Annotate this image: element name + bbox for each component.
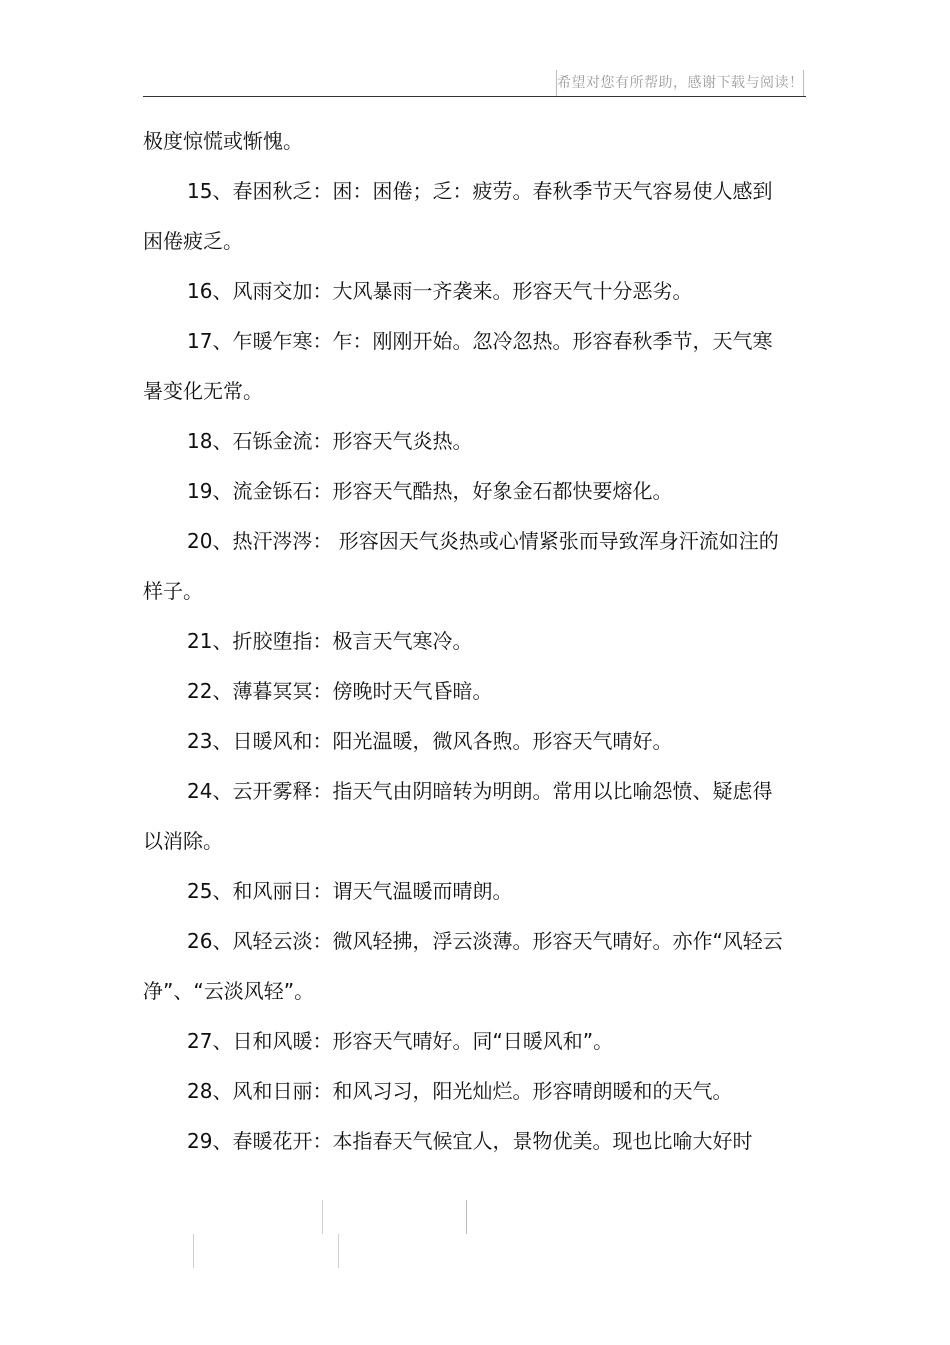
scan-artifact-line bbox=[466, 1200, 467, 1234]
entry-26: 26、风轻云淡：微风轻拂，浮云淡薄。形容天气晴好。亦作“风轻云净”、“云淡风轻”。 bbox=[143, 929, 783, 1003]
document-body bbox=[143, 116, 783, 1166]
entry-16: 16、风雨交加：大风暴雨一齐袭来。形容天气十分恶劣。 bbox=[187, 279, 693, 303]
entry-28: 28、风和日丽：和风习习，阳光灿烂。形容晴朗暖和的天气。 bbox=[187, 1079, 733, 1103]
entry-21: 21、折胶堕指：极言天气寒冷。 bbox=[187, 629, 473, 653]
entry-23: 23、日暖风和：阳光温暖，微风各煦。形容天气晴好。 bbox=[187, 729, 673, 753]
entry-25: 25、和风丽日：谓天气温暖而晴朗。 bbox=[187, 879, 513, 903]
entry-17: 17、乍暖乍寒：乍：刚刚开始。忽冷忽热。形容春秋季节，天气寒暑变化无常。 bbox=[143, 329, 773, 403]
entry-27: 27、日和风暖：形容天气晴好。同“日暖风和”。 bbox=[187, 1029, 614, 1053]
header-slogan: 希望对您有所帮助，感谢下载与阅读！ bbox=[556, 70, 804, 96]
entry-29: 29、春暖花开：本指春天气候宜人，景物优美。现也比喻大好时 bbox=[187, 1129, 753, 1153]
entry-15: 15、春困秋乏：困：困倦；乏：疲劳。春秋季节天气容易使人感到困倦疲乏。 bbox=[143, 179, 773, 253]
entry-24: 24、云开雾释：指天气由阴暗转为明朗。常用以比喻怨愤、疑虑得以消除。 bbox=[143, 779, 773, 853]
paragraph-continuation: 极度惊慌或惭愧。 bbox=[143, 129, 303, 153]
scan-artifact-line bbox=[193, 1234, 194, 1268]
scan-artifact-line bbox=[338, 1234, 339, 1268]
entry-22: 22、薄暮冥冥：傍晚时天气昏暗。 bbox=[187, 679, 493, 703]
entry-20: 20、热汗涔涔： 形容因天气炎热或心情紧张而导致浑身汗流如注的样子。 bbox=[143, 529, 779, 603]
entry-18: 18、石铄金流：形容天气炎热。 bbox=[187, 429, 473, 453]
header-divider bbox=[143, 96, 806, 97]
scan-artifact-line bbox=[322, 1200, 323, 1234]
entry-19: 19、流金铄石：形容天气酷热，好象金石都快要熔化。 bbox=[187, 479, 673, 503]
